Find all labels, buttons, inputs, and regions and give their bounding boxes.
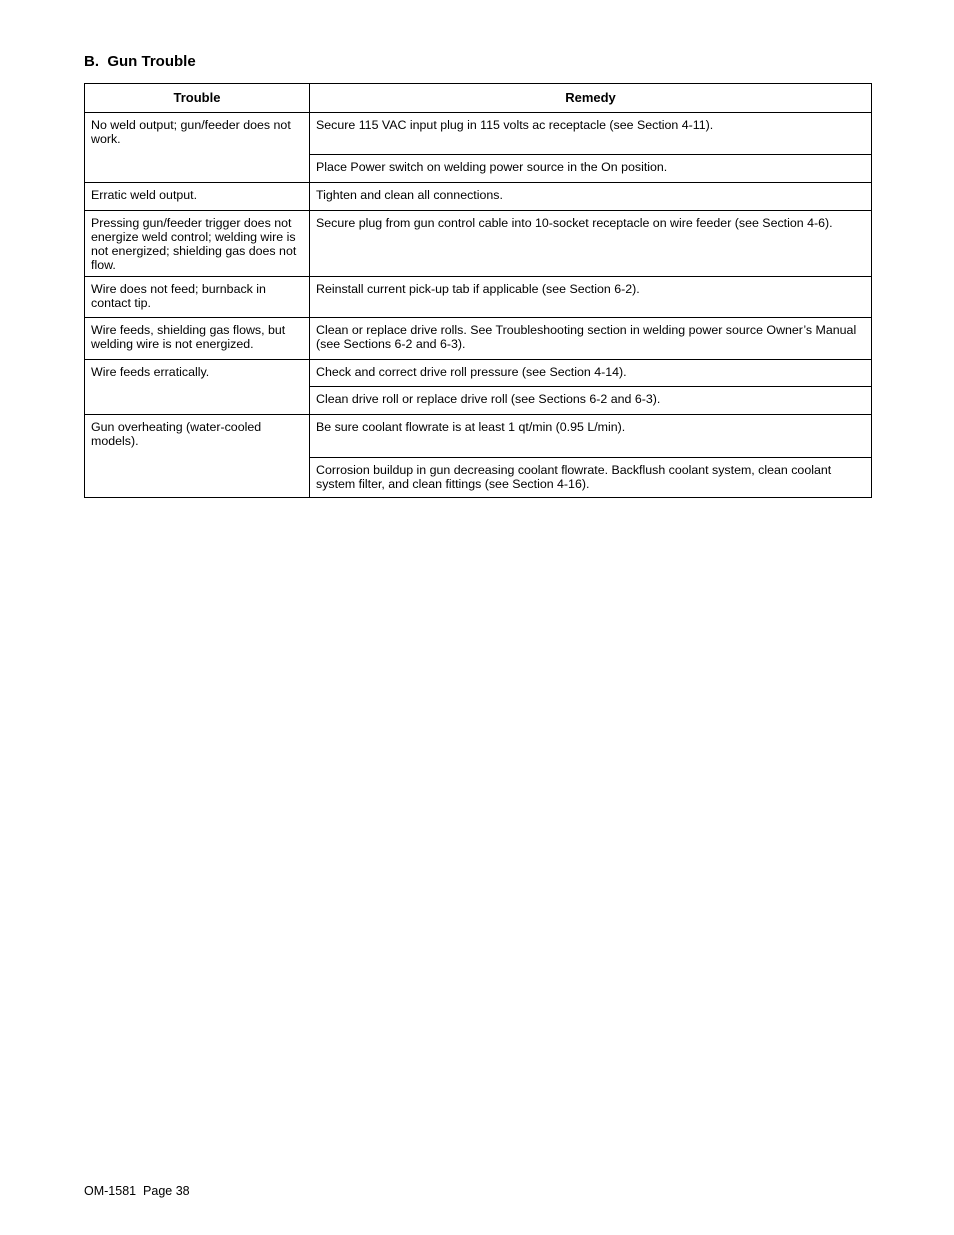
remedy-cell: Tighten and clean all connections. (310, 183, 872, 211)
table-row (85, 318, 872, 360)
remedy-column-header: Remedy (310, 84, 872, 113)
remedy-cell: Place Power switch on welding power source in the On position. (310, 155, 872, 183)
remedy-cell: Corrosion buildup in gun decreasing coolant flowrate. Backflush coolant system, clean coolant system filter, and clean fittings (see Section 4-16). (310, 458, 872, 498)
table-row (85, 277, 872, 318)
remedy-cell: Secure plug from gun control cable into 10-socket receptacle on wire feeder (see Section 4-6). (310, 211, 872, 277)
remedy-cell: Be sure coolant flowrate is at least 1 qt/min (0.95 L/min). (310, 415, 872, 458)
remedy-cell: Clean or replace drive rolls. See Troubleshooting section in welding power source Owner’s Manual (see Sections 6-2 and 6-3). (310, 318, 872, 360)
trouble-cell: Wire feeds erratically. (85, 360, 310, 415)
trouble-cell: Wire feeds, shielding gas flows, but welding wire is not energized. (85, 318, 310, 360)
trouble-cell: Erratic weld output. (85, 183, 310, 211)
trouble-cell: No weld output; gun/feeder does not work. (85, 113, 310, 183)
remedy-cell: Reinstall current pick-up tab if applicable (see Section 6-2). (310, 277, 872, 318)
trouble-table (84, 83, 872, 498)
table-row (85, 183, 872, 211)
table-row (85, 415, 872, 458)
trouble-cell: Wire does not feed; burnback in contact tip. (85, 277, 310, 318)
section-title: B. Gun Trouble (84, 53, 196, 70)
remedy-cell: Clean drive roll or replace drive roll (see Sections 6-2 and 6-3). (310, 387, 872, 415)
table-row (85, 113, 872, 155)
table-row (85, 360, 872, 387)
table-header-row (85, 84, 872, 113)
trouble-cell: Pressing gun/feeder trigger does not energize weld control; welding wire is not energized; shielding gas does not flow. (85, 211, 310, 277)
remedy-cell: Secure 115 VAC input plug in 115 volts ac receptacle (see Section 4-11). (310, 113, 872, 155)
trouble-column-header: Trouble (85, 84, 310, 113)
trouble-cell: Gun overheating (water-cooled models). (85, 415, 310, 498)
remedy-cell: Check and correct drive roll pressure (see Section 4-14). (310, 360, 872, 387)
table-row (85, 211, 872, 277)
page-footer: OM-1581 Page 38 (84, 1184, 190, 1198)
